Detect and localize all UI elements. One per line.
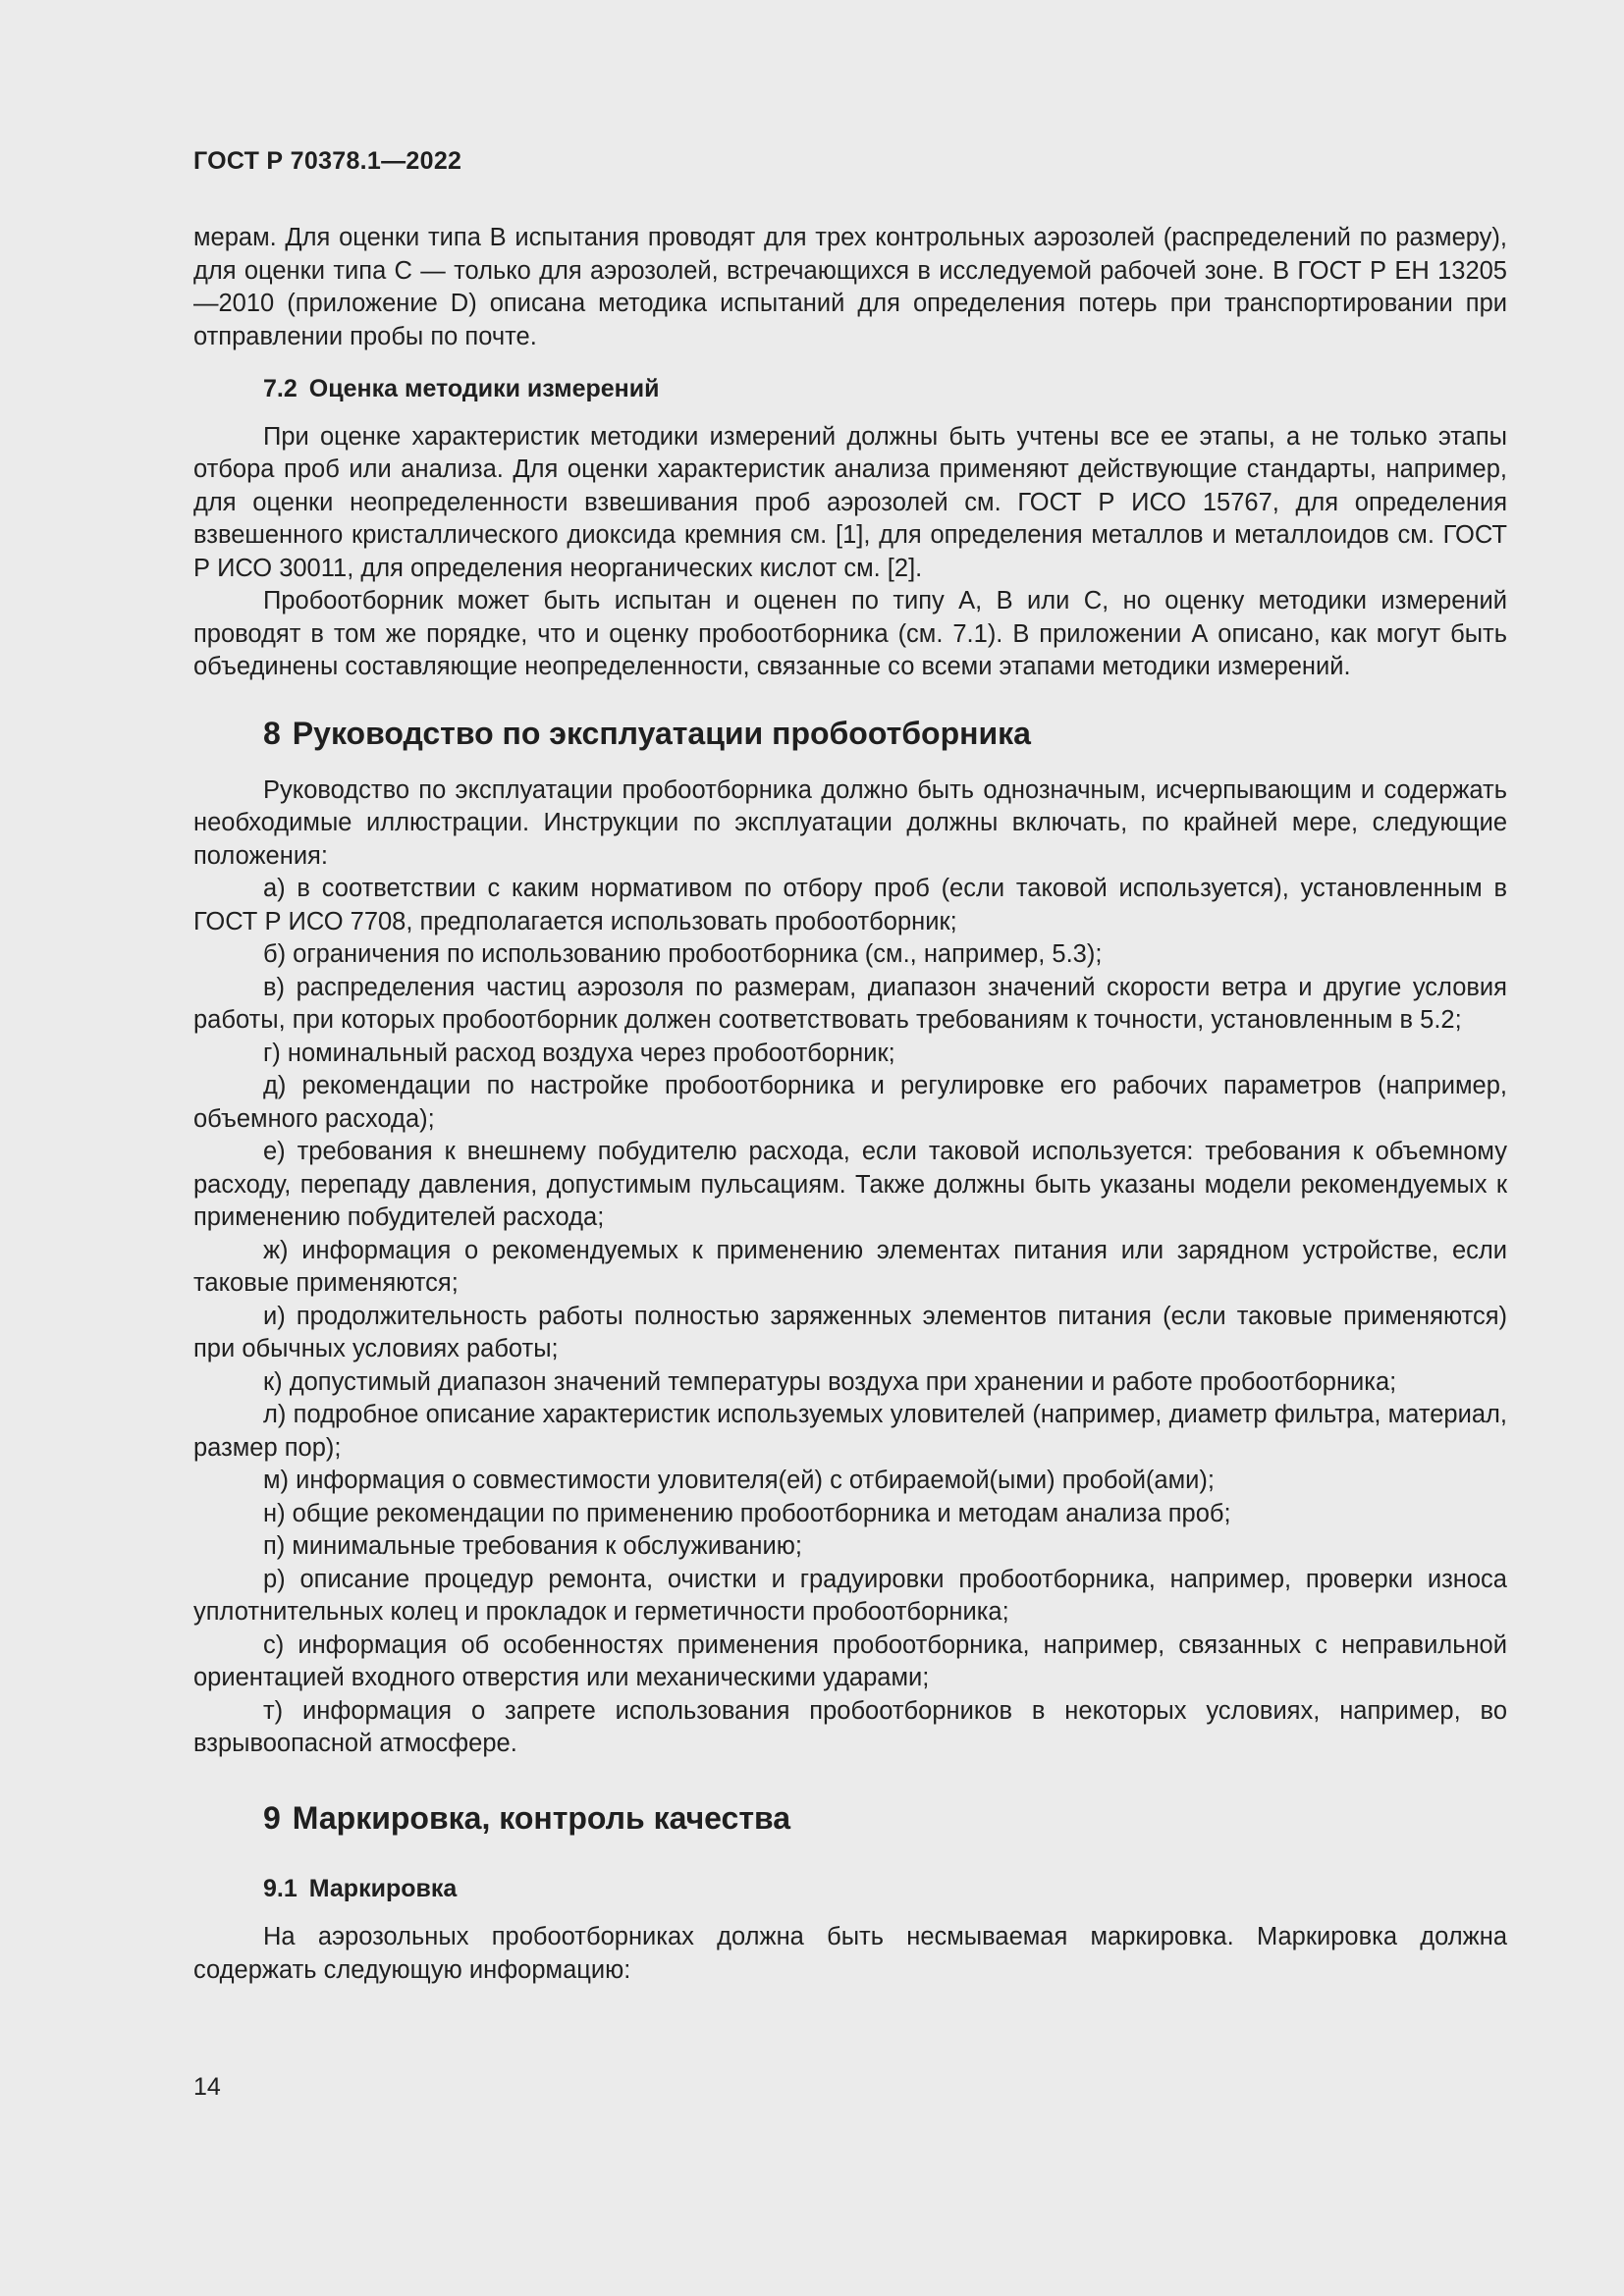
- section-7-2-paragraph-2: Пробоотборник может быть испытан и оценен по типу А, В или С, но оценку методики измерений проводят в том же порядке, что и оценку пробоотборника (см. 7.1). В приложении А описано, как могут быть объединены составляющие неопределенности, связанные со всеми этапами методики измерений.: [193, 587, 1507, 680]
- list-item: ж) информация о рекомендуемых к применению элементах питания или зарядном устройстве, если таковые применяются;: [193, 1236, 1507, 1297]
- list-item: а) в соответствии с каким нормативом по отбору проб (если таковой используется), установленным в ГОСТ Р ИСО 7708, предполагается использовать пробоотборник;: [193, 875, 1507, 935]
- section-8-title: Руководство по эксплуатации пробоотборника: [292, 715, 1031, 751]
- section-9-1-paragraph: На аэрозольных пробоотборниках должна быть несмываемая маркировка. Маркировка должна содержать следующую информацию:: [193, 1923, 1507, 1984]
- document-header: ГОСТ Р 70378.1—2022: [193, 147, 462, 175]
- section-7-2-paragraph-1: При оценке характеристик методики измерений должны быть учтены все ее этапы, а не только этапы отбора проб или анализа. Для оценки характеристик анализа применяют действующие стандарты, например, для оценки неопределенности взвешивания проб аэрозолей см. ГОСТ Р ИСО 15767, для определения взвешенного кристаллического диоксида кремния см. [1], для определения металлов и металлоидов см. ГОСТ Р ИСО 30011, для определения неорганических кислот см. [2].: [193, 422, 1507, 582]
- section-8-intro: Руководство по эксплуатации пробоотборника должно быть однозначным, исчерпывающим и содержать необходимые иллюстрации. Инструкции по эксплуатации должны включать, по крайней мере, следующие положения:: [193, 775, 1507, 870]
- section-8-heading: [193, 714, 1507, 753]
- list-item: т) информация о запрете использования пробоотборников в некоторых условиях, например, во взрывоопасной атмосфере.: [193, 1696, 1507, 1757]
- section-8-list: [193, 873, 1507, 1761]
- list-item: б) ограничения по использованию пробоотборника (см., например, 5.3);: [263, 940, 1103, 968]
- section-7-2-title: Оценка методики измерений: [308, 375, 660, 402]
- list-item: д) рекомендации по настройке пробоотборника и регулировке его рабочих параметров (например, объемного расхода);: [193, 1072, 1507, 1133]
- list-item: н) общие рекомендации по применению пробоотборника и методам анализа проб;: [263, 1499, 1231, 1527]
- list-item: и) продолжительность работы полностью заряженных элементов питания (если таковые применяются) при обычных условиях работы;: [193, 1302, 1507, 1362]
- list-item: п) минимальные требования к обслуживанию;: [263, 1532, 802, 1560]
- list-item: е) требования к внешнему побудителю расхода, если таковой используется: требования к объемному расходу, перепаду давления, допустимым пульсациям. Также должны быть указаны модели рекомендуемых к применению побудителей расхода;: [193, 1138, 1507, 1231]
- list-item: л) подробное описание характеристик используемых уловителей (например, диаметр фильтра, материал, размер пор);: [193, 1401, 1507, 1462]
- section-7-2-number: 7.2: [263, 375, 298, 402]
- section-8-number: 8: [263, 715, 281, 751]
- list-item: к) допустимый диапазон значений температуры воздуха при хранении и работе пробоотборника;: [263, 1367, 1397, 1396]
- section-9-heading: [193, 1798, 1507, 1838]
- section-9-1-title: Маркировка: [308, 1874, 458, 1902]
- list-item: в) распределения частиц аэрозоля по размерам, диапазон значений скорости ветра и другие условия работы, при которых пробоотборник должен соответствовать требованиям к точности, установленным в 5.2;: [193, 973, 1507, 1034]
- section-9-1-heading: [193, 1873, 1507, 1906]
- section-9-number: 9: [263, 1799, 281, 1836]
- list-item: р) описание процедур ремонта, очистки и градуировки пробоотборника, например, проверки износа уплотнительных колец и прокладок и герметичности пробоотборника;: [193, 1565, 1507, 1626]
- section-9-1-number: 9.1: [263, 1874, 298, 1902]
- page-content: [193, 222, 1507, 1987]
- continuation-paragraph: мерам. Для оценки типа В испытания проводят для трех контрольных аэрозолей (распределений по размеру), для оценки типа С — только для аэрозолей, встречающихся в исследуемой рабочей зоне. В ГОСТ Р ЕН 13205—2010 (приложение D) описана методика испытаний для определения потерь при транспортировании при отправлении пробы по почте.: [193, 224, 1507, 350]
- list-item: м) информация о совместимости уловителя(ей) с отбираемой(ыми) пробой(ами);: [263, 1467, 1215, 1494]
- list-item: с) информация об особенностях применения пробоотборника, например, связанных с неправильной ориентацией входного отверстия или механическими ударами;: [193, 1630, 1507, 1691]
- page-number: 14: [193, 2073, 221, 2101]
- list-item: г) номинальный расход воздуха через пробоотборник;: [263, 1039, 895, 1067]
- section-7-2-heading: [193, 373, 1507, 406]
- section-9-title: Маркировка, контроль качества: [292, 1799, 791, 1836]
